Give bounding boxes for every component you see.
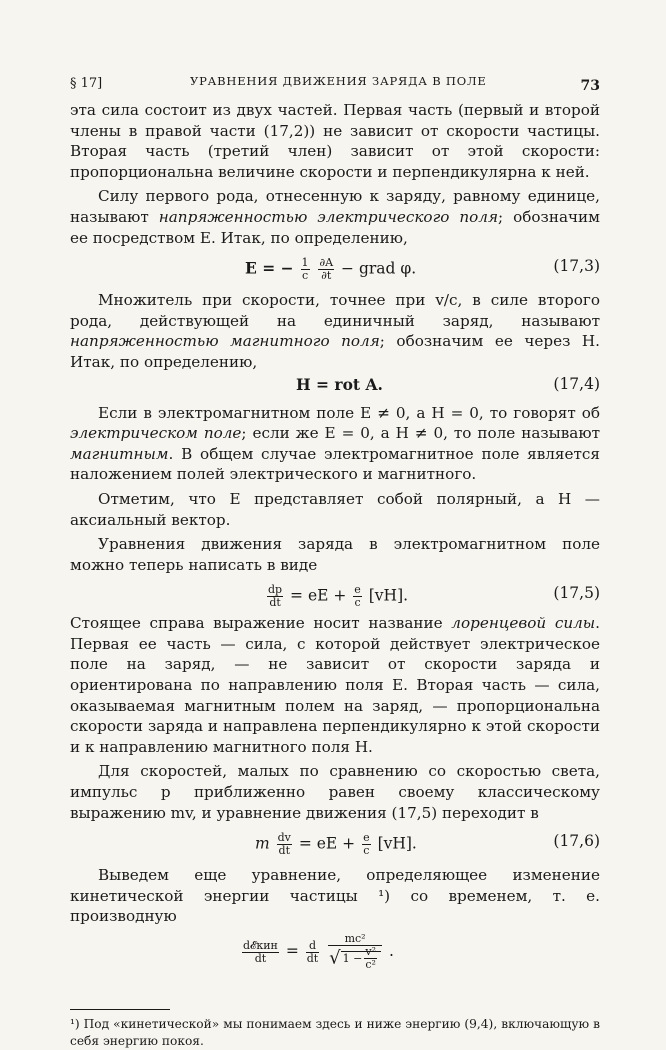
paragraph-4: Если в электромагнитном поле E ≠ 0, а H = 0, то говорят об электрическом поле; если же E = 0, а H ≠ 0, то поле называют магнитным. В общем случае электромагнитное поле является наложением полей электрического и магнитного. [70, 403, 600, 484]
paragraph-7: Стоящее справа выражение носит название лоренцевой силы. Первая ее часть — сила, с которой действует электрическое поле на заряд, — не зависит от скорости заряда и ориентирована по направлению поля E. Вторая часть — сила, оказываемая магнитным полем на заряд, — пропорциональна скорости заряда и направлена перпендикулярно к этой скорости и к направлению магнитного поля H. [70, 614, 600, 756]
equation-number: (17,4) [553, 374, 600, 393]
running-title: УРАВНЕНИЯ ДВИЖЕНИЯ ЗАРЯДА В ПОЛЕ [190, 74, 487, 88]
footnote: ¹) Под «кинетической» мы понимаем здесь и ниже энергию (9,4), включающую в себя энергию покоя. [70, 1017, 600, 1048]
equation-kinetic-energy: $\frac{\text{d𝓔кин}}{dt}$ = $\frac{d}{dt}$ mc² √ 1 − $\frac{\text{v²}}{\text{c²}}$ . [243, 932, 394, 971]
equation-number: (17,3) [553, 257, 600, 276]
section-number: § 17] [70, 76, 103, 91]
paragraph-9: Выведем еще уравнение, определяющее изменение кинетической энергии частицы ¹) со временем, т. е. производную [70, 866, 600, 926]
paragraph-1: эта сила состоит из двух частей. Первая часть (первый и второй члены в правой части (17,2)) не зависит от скорости частицы. Вторая часть (третий член) зависит от этой скорости: пропорциональна величине скорости и перпендикулярна к ней. [70, 101, 600, 181]
term-electric-field: напряженностью электрического поля [158, 207, 499, 226]
equation-17-5: $\frac{dp}{dt}$ = eE + $\frac{e}{c}$ [vH]. (17,5) [268, 583, 600, 610]
running-header [70, 70, 600, 96]
equation-17-4: H = rot A. (17,4) [296, 374, 600, 394]
paragraph-2: Силу первого рода, отнесенную к заряду, равному единице, называют напряженностью электрического поля; обозначим ее посредством E. Итак, по определению, [70, 187, 600, 247]
paragraph-6: Уравнения движения заряда в электромагнитном поле можно теперь написать в виде [70, 535, 600, 574]
paragraph-5: Отметим, что E представляет собой полярный, а H — аксиальный вектор. [70, 489, 600, 529]
equation-number: (17,5) [553, 584, 600, 603]
page-number: 73 [580, 78, 600, 94]
page [70, 70, 600, 1050]
term-magnetic-field: напряженностью магнитного поля [70, 332, 380, 351]
paragraph-3: Множитель при скорости, точнее при v/c, в силе второго рода, действующей на единичный заряд, называют напряженностью магнитного поля; обозначим ее через H. Итак, по определению, [70, 291, 600, 371]
term-lorentz-force: лоренцевой силы [451, 614, 596, 633]
equation-17-6: m $\frac{dv}{dt}$ = eE + $\frac{e}{c}$ [vH]. (17,6) [255, 831, 600, 858]
paragraph-8: Для скоростей, малых по сравнению со скоростью света, импульс p приближенно равен своему классическому выражению mv, и уравнение движения (17,5) переходит в [70, 762, 600, 822]
footnote-rule [70, 1009, 170, 1010]
equation-17-3: E = − $\frac{1}{c}$ $\frac{\partial A}{\partial t}$ − grad φ. (17,3) [245, 256, 600, 283]
equation-number: (17,6) [553, 832, 600, 851]
